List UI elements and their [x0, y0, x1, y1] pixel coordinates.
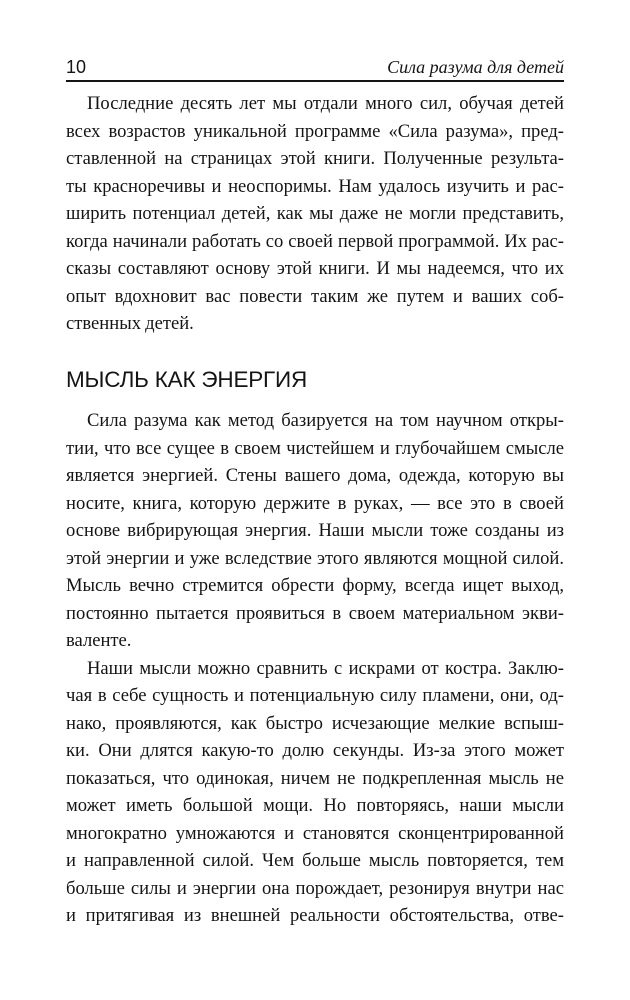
text-line: ственных детей. — [66, 313, 194, 334]
text-line: может иметь большой мощи. Но повторяясь, наши мысли — [66, 795, 564, 816]
text-line: когда начинали работать со своей первой программой. Их рас- — [66, 230, 564, 252]
page-number: 10 — [66, 57, 87, 77]
text-line: валенте. — [66, 630, 132, 651]
text-line: ширить потенциал детей, как мы даже не могли представить, — [66, 203, 564, 224]
text-line: нако, проявляются, как быстро исчезающие мелкие вспыш- — [66, 712, 564, 734]
text-line: постоянно пытается проявиться в своем материальном экви- — [66, 602, 564, 624]
text-line: тии, что все сущее в своем чистейшем и глубочайшем смысле — [66, 437, 564, 459]
text-line: Сила разума как метод базируется на том научном откры- — [87, 410, 564, 431]
intro-paragraph — [66, 90, 564, 338]
text-line: является энергией. Стены вашего дома, одежда, которую вы — [66, 465, 564, 486]
text-line: этой энергии и уже вследствие этого являются мощной силой. — [66, 547, 564, 569]
text-line: больше силы и энергии она порождает, резонируя внутри нас — [66, 877, 564, 899]
book-title: Сила разума для детей — [387, 57, 564, 77]
text-line: и притягивая из внешней реальности обстоятельства, отве- — [66, 905, 564, 926]
text-line: Мысль вечно стремится обрести форму, всегда ищет выход, — [66, 575, 564, 596]
text-line: Последние десять лет мы отдали много сил, обучая детей — [87, 93, 564, 114]
text-line: показаться, что одинокая, ничем не подкрепленная мысль не — [66, 767, 564, 789]
text-line: опыт вдохновит вас повести таким же путем и ваших соб- — [66, 285, 564, 307]
text-line: Наши мысли можно сравнить с искрами от костра. Заклю- — [87, 657, 564, 679]
text-line: ставленной на страницах этой книги. Полученные результа- — [66, 148, 564, 169]
text-line: ты красноречивы и неоспоримы. Нам удалось изучить и рас- — [66, 175, 564, 197]
running-header — [66, 50, 564, 82]
text-line: чая в себе сущность и потенциальную силу пламени, они, од- — [66, 685, 564, 706]
text-line: ки. Они длятся какую-то долю секунды. Из-за этого может — [66, 740, 564, 761]
text-line: основе вибрирующая энергия. Наши мысли тоже созданы из — [66, 520, 564, 541]
text-line: сказы составляют основу этой книги. И мы надеемся, что их — [66, 258, 564, 279]
section-body — [66, 407, 564, 930]
text-line: многократно умножаются и становятся сконцентрированной — [66, 822, 564, 844]
text-line: и направленной силой. Чем больше мысль повторяется, тем — [66, 850, 564, 871]
text-line: всех возрастов уникальной программе «Сила разума», пред- — [66, 120, 564, 142]
section-heading: МЫСЛЬ КАК ЭНЕРГИЯ — [66, 367, 308, 392]
text-line: носите, книга, которую держите в руках, — все это в своей — [66, 492, 564, 514]
